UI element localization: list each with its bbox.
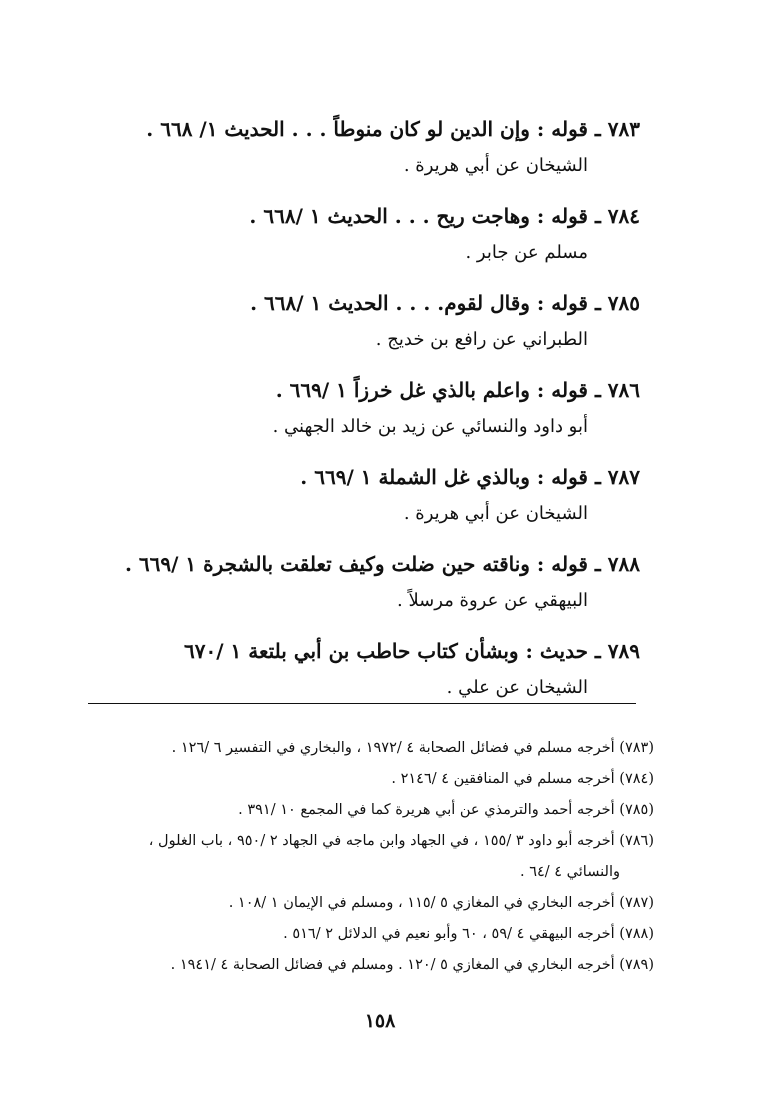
footnote-787: (٧٨٧) أخرجه البخاري في المغازي ٥ /١١٥ ، ومسلم في الإيمان ١ /١٠٨ .	[228, 895, 654, 911]
entry-source: الطبراني عن رافع بن خديج .	[375, 329, 588, 350]
footnote-788: (٧٨٨) أخرجه البيهقي ٤ /٥٩ ، ٦٠ وأبو نعيم في الدلائل ٢ /٥١٦ .	[283, 926, 654, 942]
entry-source: أبو داود والنسائي عن زيد بن خالد الجهني .	[272, 416, 588, 437]
hadith-entry-784	[80, 197, 640, 271]
hadith-entry-787	[80, 458, 640, 532]
entry-title: ٧٨٣ ـ قوله : وإن الدين لو كان منوطاً . . . الحديث ١/ ٦٦٨ .	[146, 117, 640, 141]
footnote-785: (٧٨٥) أخرجه أحمد والترمذي عن أبي هريرة كما في المجمع ١٠ /٣٩١ .	[238, 802, 654, 818]
footnote-783: (٧٨٣) أخرجه مسلم في فضائل الصحابة ٤ /١٩٧٢ ، والبخاري في التفسير ٦ /١٢٦ .	[171, 740, 654, 756]
page-number: ١٥٨	[364, 1010, 396, 1032]
entry-source: الشيخان عن علي .	[446, 677, 588, 698]
footnote-786: (٧٨٦) أخرجه أبو داود ٣ /١٥٥ ، في الجهاد وابن ماجه في الجهاد ٢ /٩٥٠ ، باب الغلول ،	[148, 833, 654, 849]
entry-title: ٧٨٥ ـ قوله : وقال لقوم. . . . الحديث ١ /٦٦٨ .	[250, 291, 640, 315]
entry-title: ٧٨٩ ـ حديث : وبشأن كتاب حاطب بن أبي بلتعة ١ /٦٧٠	[184, 639, 640, 663]
hadith-entry-789	[80, 632, 640, 706]
entry-title: ٧٨٧ ـ قوله : وبالذي غل الشملة ١ /٦٦٩ .	[300, 465, 640, 489]
footnote-786-continuation: والنسائي ٤ /٦٤ .	[519, 864, 620, 880]
entry-title: ٧٨٤ ـ قوله : وهاجت ريح . . . الحديث ١ /٦٦٨ .	[249, 204, 640, 228]
entry-title: ٧٨٨ ـ قوله : وناقته حين ضلت وكيف تعلقت بالشجرة ١ /٦٦٩ .	[124, 552, 640, 576]
entry-source: البيهقي عن عروة مرسلاً .	[397, 590, 588, 611]
footnote-divider	[88, 703, 636, 704]
hadith-entry-785	[80, 284, 640, 358]
entry-source: الشيخان عن أبي هريرة .	[403, 155, 588, 176]
entry-title: ٧٨٦ ـ قوله : واعلم بالذي غل خرزاً ١ /٦٦٩ .	[275, 378, 640, 402]
entry-source: الشيخان عن أبي هريرة .	[403, 503, 588, 524]
footnote-784: (٧٨٤) أخرجه مسلم في المنافقين ٤ /٢١٤٦ .	[391, 771, 654, 787]
entry-source: مسلم عن جابر .	[465, 242, 588, 263]
hadith-entries	[80, 110, 640, 719]
hadith-entry-783	[80, 110, 640, 184]
hadith-entry-788	[80, 545, 640, 619]
footnote-789: (٧٨٩) أخرجه البخاري في المغازي ٥ /١٢٠ . ومسلم في فضائل الصحابة ٤ /١٩٤١ .	[170, 957, 654, 973]
footnotes	[80, 733, 654, 981]
hadith-entry-786	[80, 371, 640, 445]
